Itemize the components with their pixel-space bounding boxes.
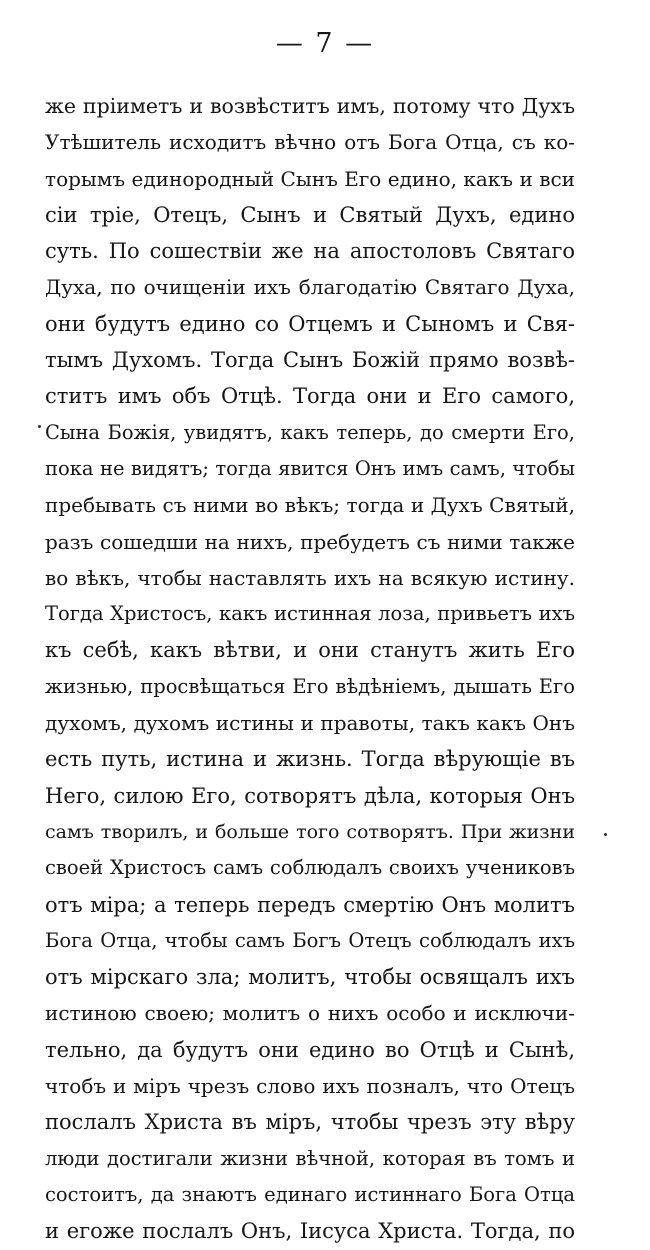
- text-line: отъ міра; а теперь передъ смертію Онъ молитъ: [45, 892, 575, 917]
- text-line: пребывать съ ними во вѣкъ; тогда и Духъ Святый,: [45, 493, 575, 518]
- page-number: — 7 —: [275, 28, 375, 59]
- text-line: состоитъ, да знаютъ единаго истиннаго Бога Отца: [45, 1182, 575, 1206]
- text-line: тельно, да будутъ они едино во Отцѣ и Сынѣ,: [45, 1037, 575, 1062]
- text-line: сіи тріе, Отецъ, Сынъ и Святый Духъ, едино: [45, 202, 575, 227]
- text-line: духомъ, духомъ истины и правоты, такъ какъ Онъ: [45, 711, 575, 736]
- text-line: чтобъ и міръ чрезъ слово ихъ позналъ, что Отецъ: [45, 1074, 575, 1099]
- text-line: же пріиметъ и возвѣститъ имъ, потому что Духъ: [45, 94, 575, 118]
- text-line: своей Христосъ самъ соблюдалъ своихъ учениковъ: [45, 856, 575, 880]
- text-line: жизнью, просвѣщаться Его вѣдѣніемъ, дышать Его: [45, 674, 575, 698]
- body-text: [45, 88, 575, 1250]
- text-line: самъ творилъ, и больше того сотворятъ. При жизни: [45, 820, 575, 843]
- text-line: и егоже послалъ Онъ, Іисуса Христа. Тогда, по: [45, 1219, 575, 1244]
- text-line: отъ мірскаго зла; молитъ, чтобы освящалъ ихъ: [45, 965, 575, 990]
- text-line: тымъ Духомъ. Тогда Сынъ Божій прямо возвѣ-: [45, 348, 575, 373]
- text-line: ститъ имъ объ Отцѣ. Тогда они и Его самого,: [45, 384, 575, 409]
- text-line: торымъ единородный Сынъ Его едино, какъ и вси: [45, 166, 575, 191]
- text-line: къ себѣ, какъ вѣтви, и они станутъ жить Его: [45, 638, 575, 663]
- text-line: люди достигали жизни вѣчной, которая въ томъ и: [45, 1146, 575, 1170]
- text-line: Бога Отца, чтобы самъ Богъ Отецъ соблюдалъ ихъ: [45, 928, 575, 952]
- text-line: Тогда Христосъ, какъ истинная лоза, привьетъ ихъ: [45, 602, 575, 626]
- print-speck: [38, 425, 41, 428]
- text-line: Духа, по очищеніи ихъ благодатію Святаго Духа,: [45, 275, 575, 300]
- text-line: Него, силою Его, сотворятъ дѣла, которыя Онъ: [45, 783, 575, 808]
- text-line: разъ сошедши на нихъ, пребудетъ съ ними также: [45, 529, 575, 554]
- text-line: есть путь, истина и жизнь. Тогда вѣрующіе въ: [45, 747, 575, 772]
- text-line: Сына Божія, увидятъ, какъ теперь, до смерти Его,: [45, 420, 575, 444]
- text-line: истиною своею; молитъ о нихъ особо и исключи-: [45, 1001, 575, 1026]
- text-line: пока не видятъ; тогда явится Онъ имъ самъ, чтобы: [45, 456, 575, 480]
- text-line: Утѣшитель исходитъ вѣчно отъ Бога Отца, съ ко-: [45, 130, 575, 155]
- text-line: во вѣкъ, чтобы наставлять ихъ на всякую истину.: [45, 565, 575, 590]
- print-speck: [604, 833, 607, 836]
- text-line: они будутъ едино со Отцемъ и Сыномъ и Свя-: [45, 311, 575, 336]
- text-line: суть. По сошествіи же на апостоловъ Святаго: [45, 239, 575, 264]
- text-line: послалъ Христа въ міръ, чтобы чрезъ эту вѣру: [45, 1110, 575, 1135]
